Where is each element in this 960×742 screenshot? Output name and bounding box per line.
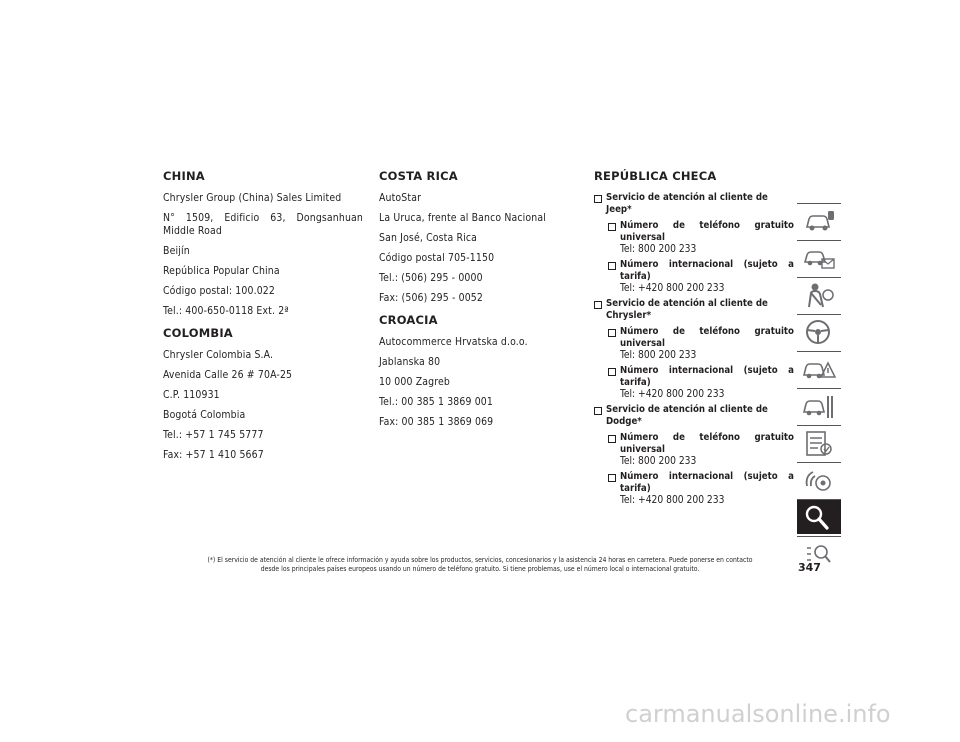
phone-entry-number: Tel: +420 800 200 233 [620,283,725,294]
china-line: Beijín [163,245,190,257]
car-mail-icon [801,244,837,272]
tab-seatbelt[interactable] [797,277,841,312]
phone-entry-label: Número de teléfono gratuito universal [620,326,794,349]
tab-steering-wheel[interactable] [797,314,841,349]
tab-car-tools[interactable] [797,388,841,423]
phone-entry-number: Tel: +420 800 200 233 [620,495,725,506]
china-line: N° 1509, Edificio 63, Dongsanhuan Middle Road [163,212,363,237]
watermark: carmanualsonline.info [625,700,891,728]
service-item-dodge [594,404,794,428]
footnote [170,556,790,573]
costa-rica-line: Código postal 705-1150 [379,252,495,264]
china-line: República Popular China [163,265,280,277]
seatbelt-icon [801,281,837,309]
checkbox-bullet-icon [594,407,602,415]
checkbox-bullet-icon [608,368,616,376]
checklist-icon [801,429,837,457]
page-number: 347 [798,561,821,574]
section-title-croacia: CROACIA [379,313,438,327]
search-icon [801,503,837,531]
china-line: Tel.: 400-650-0118 Ext. 2ª [163,305,289,317]
tab-car-warning[interactable] [797,351,841,386]
phone-entry-label: Número internacional (sujeto a tarifa) [620,471,794,494]
tab-multimedia[interactable] [797,462,841,497]
costa-rica-line: AutoStar [379,192,422,204]
phone-entry [594,365,794,401]
steering-wheel-icon [801,318,837,346]
column-republica-checa [594,168,794,510]
china-line: Código postal: 100.022 [163,285,275,297]
phone-entry [594,220,794,256]
checkbox-bullet-icon [594,301,602,309]
phone-entry-number: Tel: 800 200 233 [620,456,697,467]
service-label: Servicio de atención al cliente de Dodge* [606,404,768,427]
checkbox-bullet-icon [608,262,616,270]
colombia-line: Tel.: +57 1 745 5777 [163,429,264,441]
car-key-icon [801,207,837,235]
costa-rica-line: Tel.: (506) 295 - 0000 [379,272,483,284]
tab-checklist[interactable] [797,425,841,460]
checkbox-bullet-icon [608,474,616,482]
phone-entry-label: Número de teléfono gratuito universal [620,220,794,243]
croacia-line: 10 000 Zagreb [379,376,450,388]
car-warning-icon [801,355,837,383]
chapter-tabs [797,203,841,573]
colombia-line: C.P. 110931 [163,389,220,401]
footnote-line: desde los principales países europeos usando un número de teléfono gratuito. Si tiene problemas, use el número local o internacional gratuito. [260,564,700,573]
checkbox-bullet-icon [594,195,602,203]
croacia-line: Autocommerce Hrvatska d.o.o. [379,336,528,348]
checkbox-bullet-icon [608,329,616,337]
costa-rica-line: Fax: (506) 295 - 0052 [379,292,483,304]
phone-entry-label: Número internacional (sujeto a tarifa) [620,259,794,282]
phone-entry-label: Número de teléfono gratuito universal [620,432,794,455]
phone-entry [594,259,794,295]
section-title-colombia: COLOMBIA [163,326,233,340]
section-title-china: CHINA [163,169,205,183]
colombia-line: Avenida Calle 26 # 70A-25 [163,369,293,381]
tab-car-mail[interactable] [797,240,841,275]
phone-entry-number: Tel: 800 200 233 [620,350,697,361]
service-item-chrysler [594,298,794,322]
checkbox-bullet-icon [608,435,616,443]
column-costarica-croacia [379,168,579,436]
tab-search[interactable] [797,499,841,534]
section-title-costa-rica: COSTA RICA [379,169,458,183]
phone-entry-number: Tel: 800 200 233 [620,244,697,255]
checkbox-bullet-icon [608,223,616,231]
croacia-line: Jablanska 80 [379,356,441,368]
phone-entry-number: Tel: +420 800 200 233 [620,389,725,400]
china-line: Chrysler Group (China) Sales Limited [163,192,342,204]
croacia-line: Tel.: 00 385 1 3869 001 [379,396,494,408]
colombia-line: Chrysler Colombia S.A. [163,349,274,361]
section-title-republica-checa: REPÚBLICA CHECA [594,169,717,183]
footnote-line: (*) El servicio de atención al cliente le ofrece información y ayuda sobre los productos, servicios, concesionarios y la asistencia 24 horas en carretera. Puede ponerse en contacto [207,556,753,564]
tab-car-key[interactable] [797,203,841,238]
multimedia-icon [801,466,837,494]
colombia-line: Bogotá Colombia [163,409,246,421]
phone-entry-label: Número internacional (sujeto a tarifa) [620,365,794,388]
column-china-colombia [163,168,363,469]
phone-entry [594,471,794,507]
service-label: Servicio de atención al cliente de Chrysler* [606,298,768,321]
costa-rica-line: San José, Costa Rica [379,232,478,244]
croacia-line: Fax: 00 385 1 3869 069 [379,416,494,428]
phone-entry [594,326,794,362]
service-label: Servicio de atención al cliente de Jeep* [606,192,768,215]
car-tools-icon [801,392,837,420]
costa-rica-line: La Uruca, frente al Banco Nacional [379,212,546,224]
service-item-jeep [594,192,794,216]
phone-entry [594,432,794,468]
colombia-line: Fax: +57 1 410 5667 [163,449,264,461]
